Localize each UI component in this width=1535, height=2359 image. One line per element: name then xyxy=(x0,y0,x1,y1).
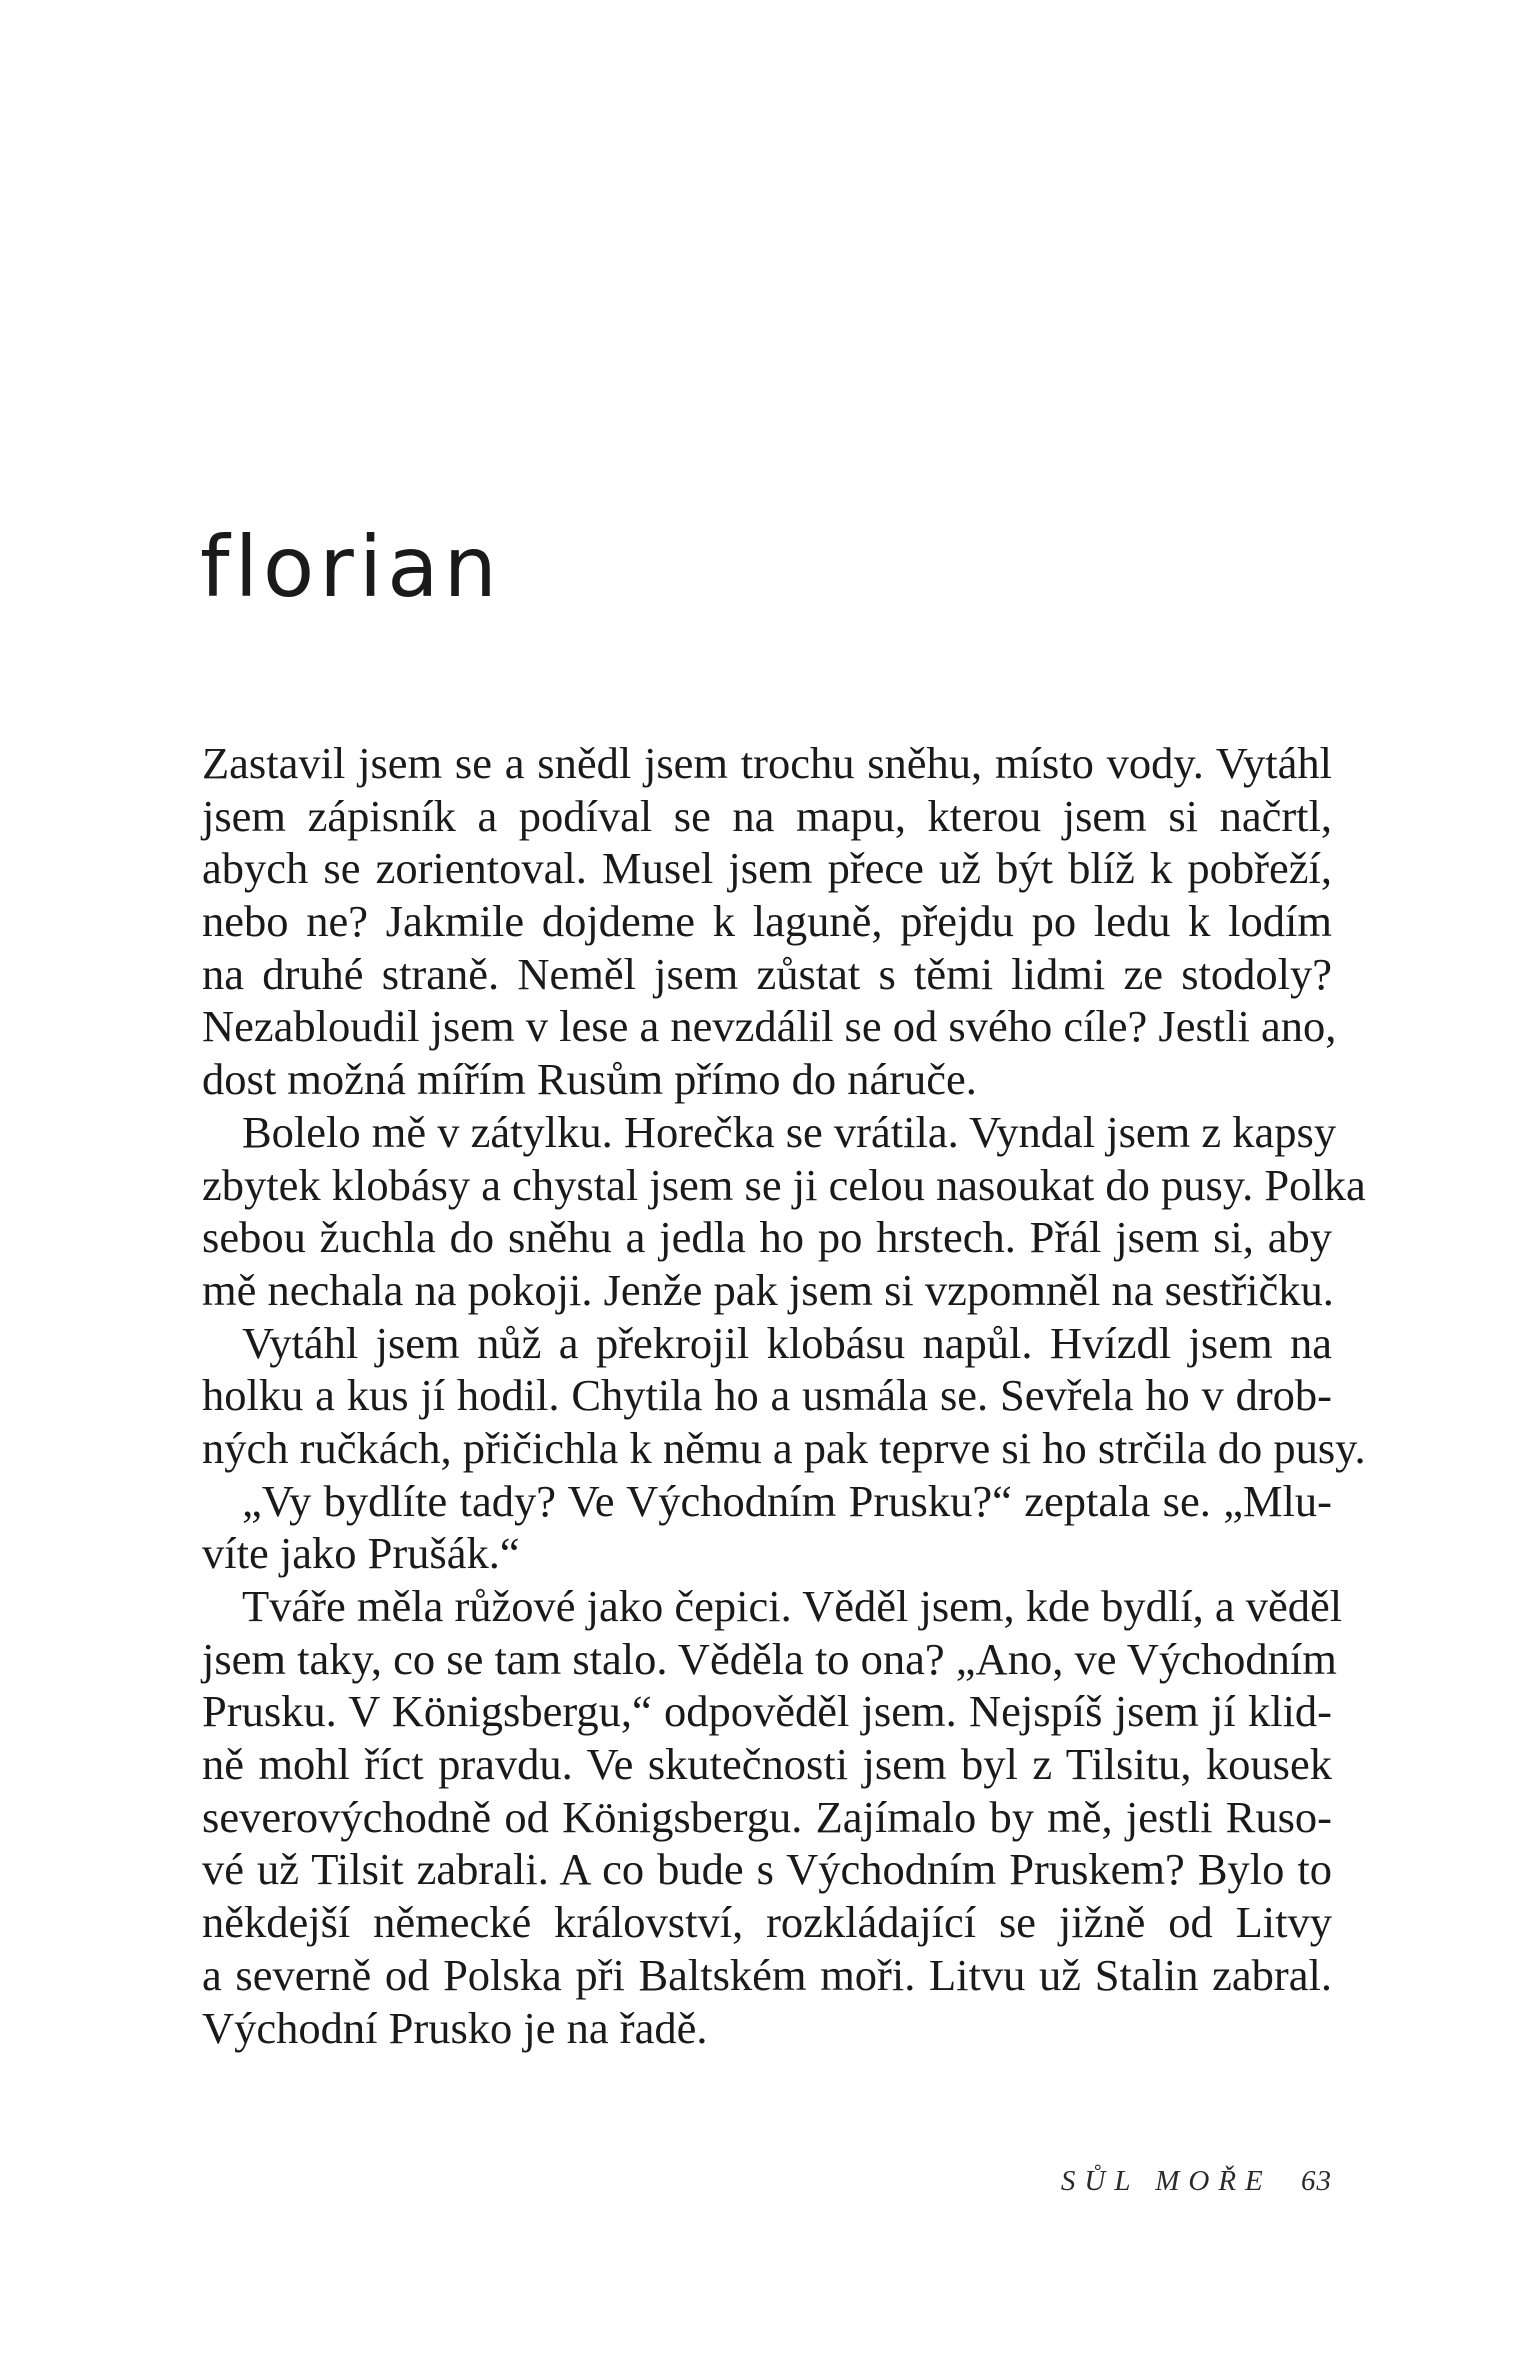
text-line: Zastavil jsem se a snědl jsem trochu sněhu, místo vody. Vytáhl xyxy=(202,738,1332,788)
text-line: Nezabloudil jsem v lese a nevzdálil se od svého cíle? Jestli ano, xyxy=(202,1001,1337,1052)
text-line: „Vy bydlíte tady? Ve Východním Prusku?“ zeptala se. „Mlu- xyxy=(242,1475,1332,1526)
text-line: někdejší německé království, rozkládající se jižně od Litvy xyxy=(202,1897,1332,1948)
text-line: na druhé straně. Neměl jsem zůstat s těmi lidmi ze stodoly? xyxy=(202,948,1332,999)
paragraph xyxy=(202,1106,1366,1317)
chapter-title: florian xyxy=(200,518,502,616)
text-line: jsem taky, co se tam stalo. Věděla to ona? „Ano, ve Východním xyxy=(202,1633,1337,1684)
text-line: Tváře měla růžové jako čepici. Věděl jsem, kde bydlí, a věděl xyxy=(242,1581,1343,1631)
text-line: Vytáhl jsem nůž a překrojil klobásu napůl. Hvízdl jsem na xyxy=(242,1317,1332,1368)
paragraph xyxy=(202,737,1337,1106)
paragraph xyxy=(202,1580,1343,2054)
text-line: nebo ne? Jakmile dojdeme k laguně, přejdu po ledu k lodím xyxy=(202,896,1332,947)
text-line: vé už Tilsit zabrali. A co bude s Východním Pruskem? Bylo to xyxy=(202,1844,1332,1895)
text-line: holku a kus jí hodil. Chytila ho a usmála se. Sevřela ho v drob- xyxy=(202,1370,1332,1421)
text-line: severovýchodně od Königsbergu. Zajímalo by mě, jestli Ruso- xyxy=(202,1791,1332,1842)
text-line: a severně od Polska při Baltském moři. Litvu už Stalin zabral. xyxy=(202,1949,1332,2000)
text-line: mě nechala na pokoji. Jenže pak jsem si vzpomněl na sestřičku. xyxy=(202,1264,1334,1315)
text-line: ných ručkách, přičichla k němu a pak teprve si ho strčila do pusy. xyxy=(202,1422,1366,1473)
text-line: abych se zorientoval. Musel jsem přece už být blíž k pobřeží, xyxy=(202,843,1332,894)
text-line: jsem zápisník a podíval se na mapu, kterou jsem si načrtl, xyxy=(202,790,1332,841)
text-line: ně mohl říct pravdu. Ve skutečnosti jsem byl z Tilsitu, kousek xyxy=(202,1739,1332,1790)
text-line: zbytek klobásy a chystal jsem se ji celou nasoukat do pusy. Polka xyxy=(202,1159,1366,1210)
text-line: Prusku. V Königsbergu,“ odpověděl jsem. Nejspíš jsem jí klid- xyxy=(202,1686,1332,1737)
paragraph xyxy=(202,1475,1332,1580)
text-line: dost možná mířím Rusům přímo do náruče. xyxy=(202,1054,977,1105)
body-text xyxy=(202,737,1366,2054)
paragraph xyxy=(202,1317,1366,1475)
text-line: Bolelo mě v zátylku. Horečka se vrátila. Vyndal jsem z kapsy xyxy=(242,1106,1337,1157)
page-number: 63 xyxy=(1301,2165,1332,2197)
text-line: Východní Prusko je na řadě. xyxy=(202,2002,708,2053)
text-line: sebou žuchla do sněhu a jedla ho po hrstech. Přál jsem si, aby xyxy=(202,1212,1332,1263)
running-title: SŮL MOŘE xyxy=(1060,2165,1272,2197)
text-line: víte jako Prušák.“ xyxy=(202,1528,520,1579)
page-footer xyxy=(1061,2165,1332,2198)
